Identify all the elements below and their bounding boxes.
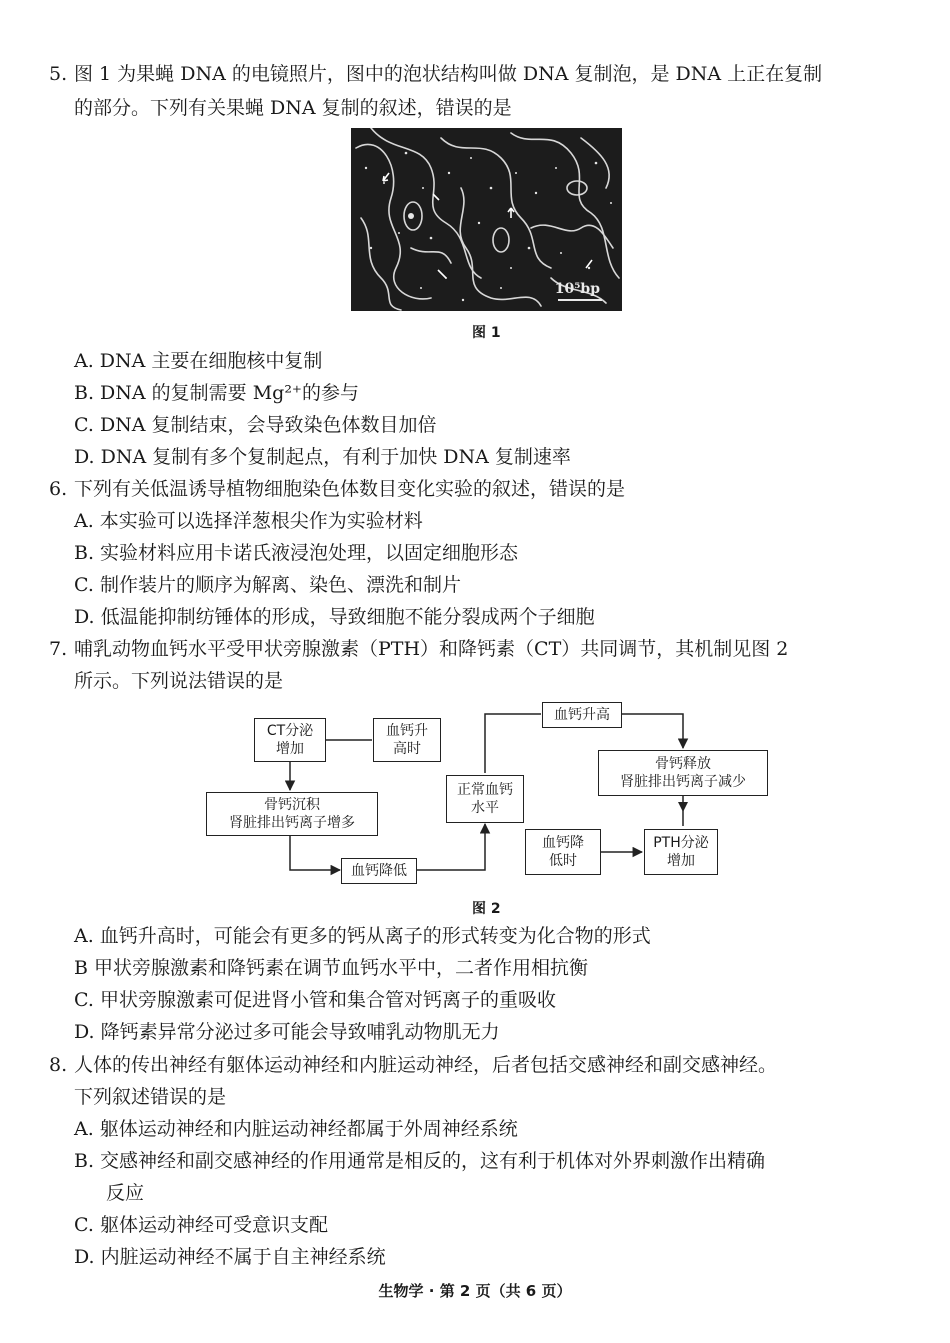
calcium-regulation-diagram bbox=[200, 700, 780, 890]
ct-increase-label: 增加 bbox=[276, 741, 304, 757]
q8-number: 8. bbox=[49, 1054, 68, 1076]
scale-label: 10⁵bp bbox=[554, 281, 600, 297]
bone-deposit-label: 骨钙沉积 bbox=[264, 797, 320, 813]
q6-number: 6. bbox=[49, 478, 68, 500]
normal-calcium-label-1: 正常血钙 bbox=[457, 782, 513, 798]
q8-option-b-continued: 反应 bbox=[106, 1182, 145, 1204]
page-footer: 生物学 · 第 2 页（共 6 页） bbox=[378, 1282, 572, 1300]
q6-option-d: D. 低温能抑制纺锤体的形成，导致细胞不能分裂成两个子细胞 bbox=[74, 606, 595, 628]
q5-number: 5. bbox=[49, 63, 68, 85]
normal-calcium-label-2: 水平 bbox=[471, 800, 499, 816]
figure-2-caption: 图 2 bbox=[472, 901, 501, 917]
q8-option-a: A. 躯体运动神经和内脏运动神经都属于外周神经系统 bbox=[74, 1118, 518, 1140]
pth-secretion-label: PTH分泌 bbox=[653, 835, 709, 851]
scale-bar bbox=[558, 299, 602, 301]
q7-stem-line2: 所示。下列说法错误的是 bbox=[74, 670, 284, 692]
q8-option-c: C. 躯体运动神经可受意识支配 bbox=[74, 1214, 328, 1236]
calcium-low-label-2: 低时 bbox=[549, 853, 577, 869]
calcium-raised-box bbox=[542, 702, 622, 728]
q6-option-b: B. 实验材料应用卡诺氏液浸泡处理，以固定细胞形态 bbox=[74, 542, 519, 564]
calcium-lowered-box bbox=[341, 858, 417, 884]
q5-stem-line2: 的部分。下列有关果蝇 DNA 复制的叙述，错误的是 bbox=[74, 97, 512, 119]
kidney-excrete-more-label: 肾脏排出钙离子增多 bbox=[229, 815, 355, 831]
calcium-raised-label: 血钙升高 bbox=[554, 707, 610, 723]
calcium-lowered-label: 血钙降低 bbox=[351, 863, 407, 879]
q8-stem-line1: 人体的传出神经有躯体运动神经和内脏运动神经，后者包括交感神经和副交感神经。 bbox=[74, 1054, 778, 1076]
q5-option-a: A. DNA 主要在细胞核中复制 bbox=[74, 350, 323, 372]
kidney-excrete-less-label: 肾脏排出钙离子减少 bbox=[620, 774, 746, 790]
q7-option-d: D. 降钙素异常分泌过多可能会导致哺乳动物肌无力 bbox=[74, 1021, 500, 1043]
pth-secretion-increase-box bbox=[644, 829, 718, 875]
q7-option-c: C. 甲状旁腺激素可促进肾小管和集合管对钙离子的重吸收 bbox=[74, 989, 556, 1011]
q5-option-c: C. DNA 复制结束，会导致染色体数目加倍 bbox=[74, 414, 437, 436]
q8-option-d: D. 内脏运动神经不属于自主神经系统 bbox=[74, 1246, 386, 1268]
q6-option-c: C. 制作装片的顺序为解离、染色、漂洗和制片 bbox=[74, 574, 461, 596]
normal-calcium-box bbox=[446, 775, 524, 823]
q7-option-b: B 甲状旁腺激素和降钙素在调节血钙水平中，二者作用相抗衡 bbox=[74, 957, 589, 979]
ct-secretion-increase-box bbox=[254, 718, 326, 762]
bone-release-label: 骨钙释放 bbox=[655, 756, 711, 772]
q6-stem: 下列有关低温诱导植物细胞染色体数目变化实验的叙述，错误的是 bbox=[74, 478, 626, 500]
bone-release-box bbox=[598, 750, 768, 796]
q8-stem-line2: 下列叙述错误的是 bbox=[74, 1086, 227, 1108]
bone-deposit-box bbox=[206, 792, 378, 836]
pth-increase-label: 增加 bbox=[667, 853, 695, 869]
q5-option-d: D. DNA 复制有多个复制起点，有利于加快 DNA 复制速率 bbox=[74, 446, 571, 468]
q5-stem-line1: 图 1 为果蝇 DNA 的电镜照片，图中的泡状结构叫做 DNA 复制泡，是 DNA 上正在复制 bbox=[74, 63, 823, 85]
calcium-high-label-1: 血钙升 bbox=[386, 723, 428, 739]
calcium-low-label-1: 血钙降 bbox=[542, 835, 584, 851]
q7-number: 7. bbox=[49, 638, 68, 660]
q7-stem-line1: 哺乳动物血钙水平受甲状旁腺激素（PTH）和降钙素（CT）共同调节，其机制见图 2 bbox=[74, 638, 789, 660]
ct-secretion-label: CT分泌 bbox=[266, 723, 314, 739]
q7-option-a: A. 血钙升高时，可能会有更多的钙从离子的形式转变为化合物的形式 bbox=[74, 925, 651, 947]
q8-option-b: B. 交感神经和副交感神经的作用通常是相反的，这有利于机体对外界刺激作出精确 bbox=[74, 1150, 766, 1172]
dna-electron-micrograph bbox=[351, 128, 622, 311]
q5-option-b: B. DNA 的复制需要 Mg²⁺的参与 bbox=[74, 382, 359, 404]
figure-1-caption: 图 1 bbox=[472, 325, 501, 341]
calcium-low-box bbox=[525, 829, 601, 875]
q6-option-a: A. 本实验可以选择洋葱根尖作为实验材料 bbox=[74, 510, 423, 532]
calcium-high-label-2: 高时 bbox=[393, 741, 421, 757]
calcium-high-box bbox=[373, 718, 441, 762]
